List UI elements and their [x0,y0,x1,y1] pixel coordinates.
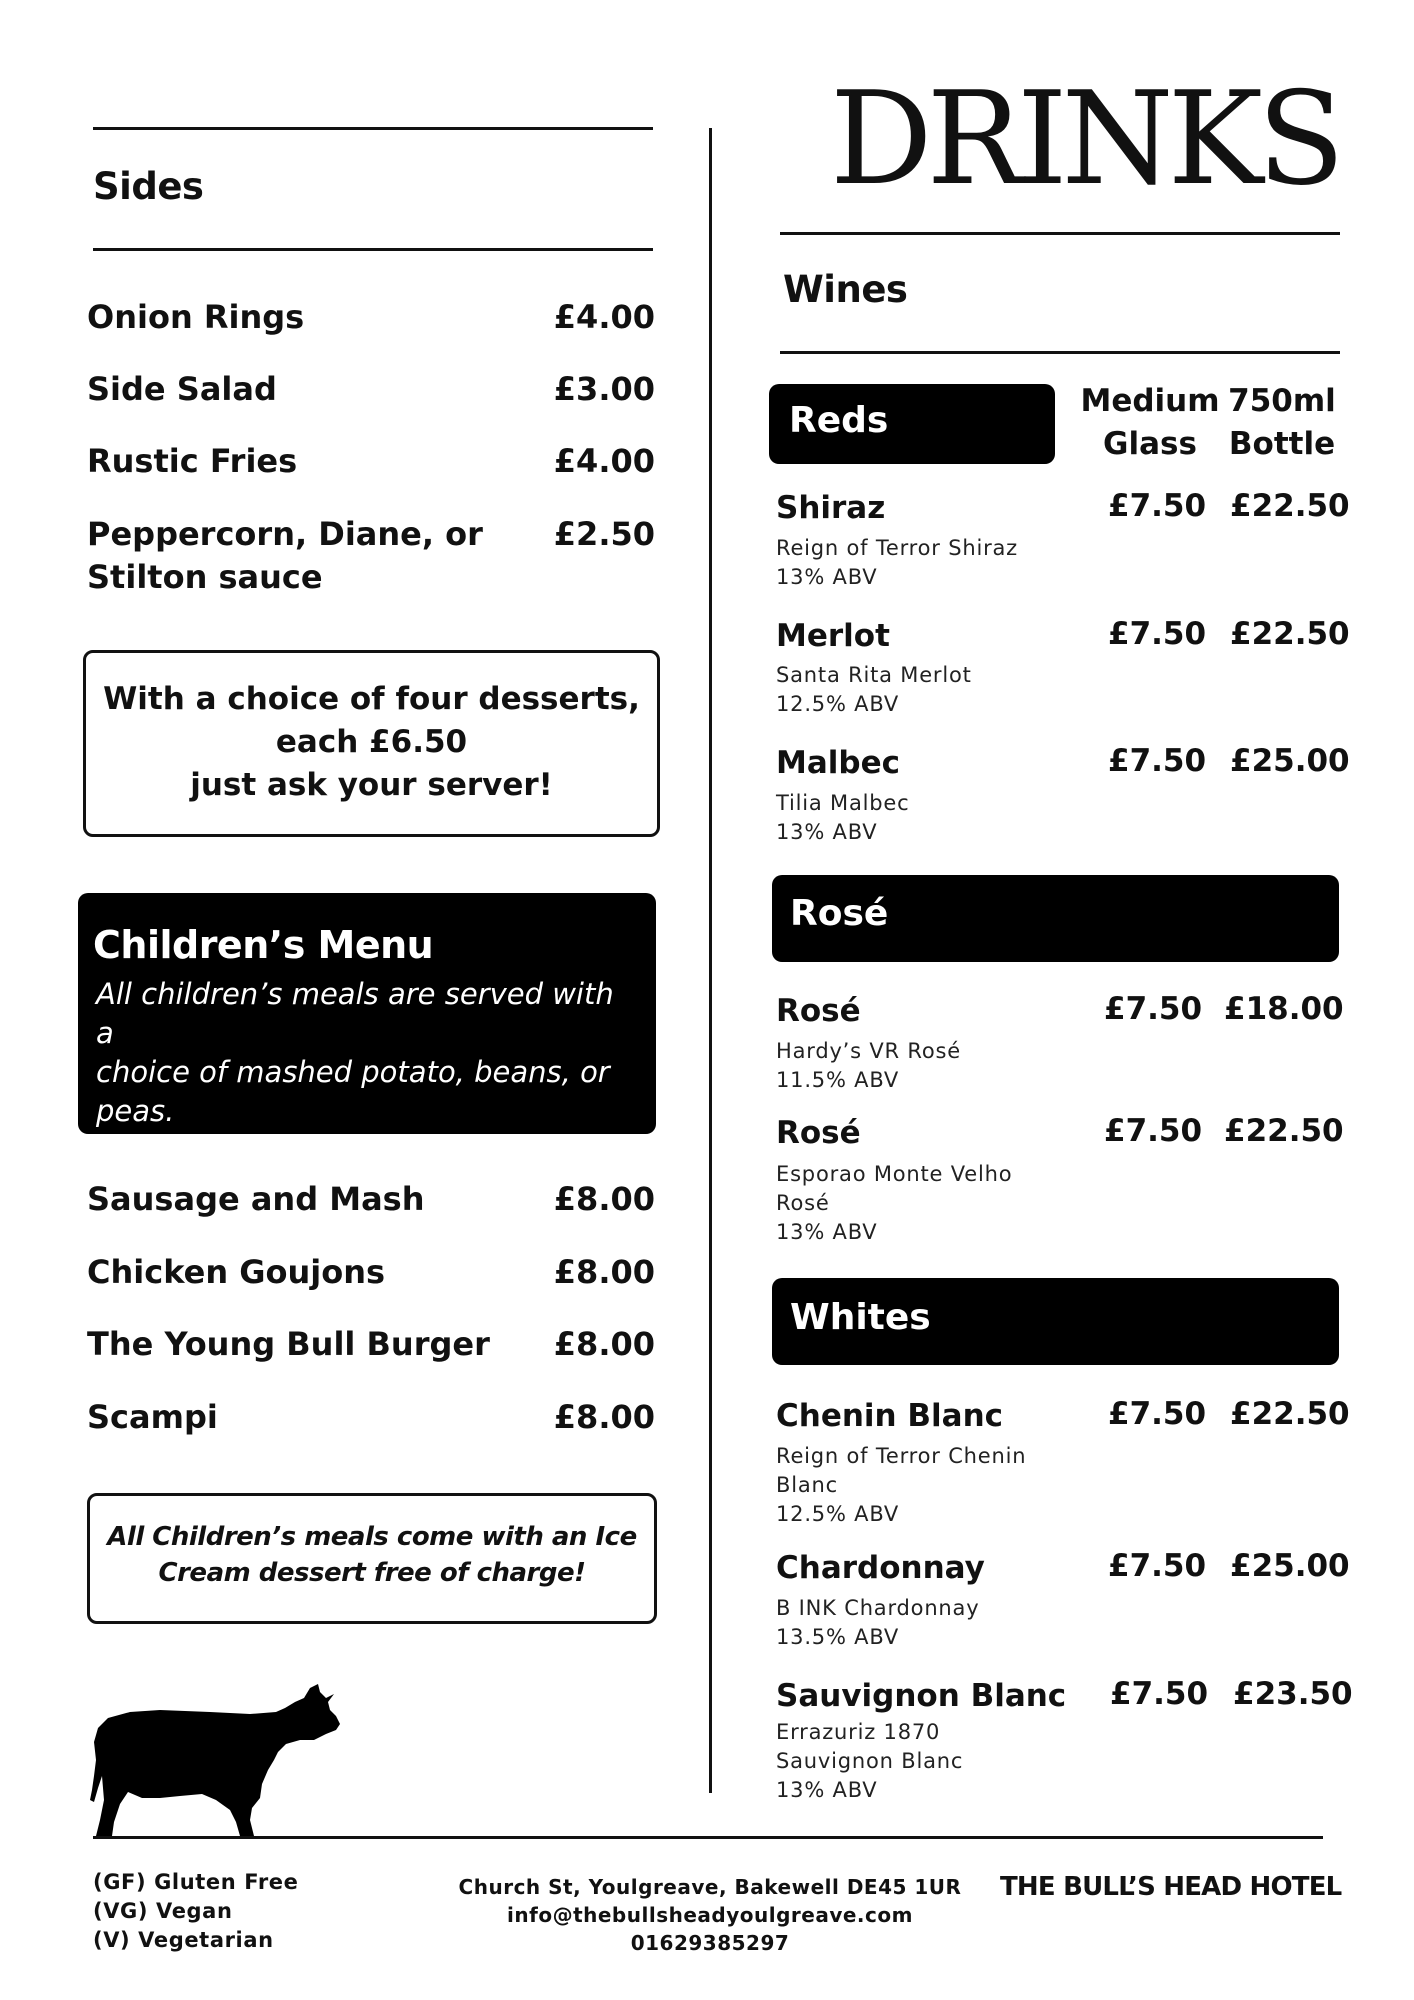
wines-bottom-rule [780,351,1340,354]
wine-abv: 11.5% ABV [776,1068,900,1092]
sides-top-rule [93,127,653,130]
wine-bottle-price: £22.50 [1230,488,1350,524]
wine-desc [776,789,909,847]
childrens-item-price: £8.00 [553,1325,655,1363]
childrens-item-name: Scampi [87,1398,218,1436]
wine-abv: 13% ABV [776,1220,878,1244]
icecream-note-line: All Children’s meals come with an Ice [107,1522,637,1552]
column-header-bottle [1222,380,1342,466]
address: Church St, Youlgreave, Bakewell DE45 1UR [458,1875,962,1899]
brand-name: THE BULL’S HEAD HOTEL [1000,1872,1342,1902]
email-link[interactable]: info@thebullsheadyoulgreave.com [507,1903,913,1927]
side-item-price: £3.00 [553,370,655,408]
childrens-menu-header [78,893,656,1134]
rose-header [772,875,1339,962]
wine-desc [776,1442,1026,1529]
wine-glass-price: £7.50 [1108,743,1207,779]
wine-bottle-price: £25.00 [1230,743,1350,779]
side-item-name: Side Salad [87,370,277,408]
childrens-item-name: The Young Bull Burger [87,1325,490,1363]
dietary-legend [93,1868,298,1955]
wine-desc-line: Reign of Terror Chenin [776,1444,1027,1468]
legend-gluten-free: (GF) Gluten Free [93,1870,299,1894]
icecream-note-line: Cream dessert free of charge! [158,1558,586,1588]
sides-bottom-rule [93,248,653,251]
wines-title: Wines [783,268,908,311]
childrens-icecream-note [90,1496,654,1591]
column-header-bottle-line: Bottle [1228,426,1336,462]
sides-title: Sides [93,165,204,208]
childrens-icecream-note-box [87,1493,657,1624]
wine-desc-line: Reign of Terror Shiraz [776,536,1019,560]
drinks-title: DRINKS [830,65,1339,214]
side-item-name: Rustic Fries [87,442,298,480]
legend-vegan: (VG) Vegan [93,1899,233,1923]
wine-desc [776,1594,979,1652]
childrens-item-name: Sausage and Mash [87,1180,425,1218]
desserts-note-line: each £6.50 [275,724,468,760]
wine-glass-price: £7.50 [1104,1113,1203,1149]
footer-rule [93,1836,1323,1839]
wine-glass-price: £7.50 [1110,1676,1209,1712]
wine-name: Rosé [776,1115,861,1151]
side-item-name: Peppercorn, Diane, or [87,515,483,553]
childrens-item-price: £8.00 [553,1253,655,1291]
contact-info [440,1873,980,1957]
wine-glass-price: £7.50 [1108,616,1207,652]
column-header-bottle-line: 750ml [1228,383,1336,419]
reds-header [769,384,1055,464]
childrens-menu-desc [93,975,638,1131]
wine-desc [776,1037,961,1095]
wine-desc-line: Hardy’s VR Rosé [776,1039,961,1063]
rose-label: Rosé [790,893,889,934]
wine-abv: 13% ABV [776,1778,878,1802]
side-item-name-cont: Stilton sauce [87,558,323,596]
wine-name: Rosé [776,993,861,1029]
wine-bottle-price: £22.50 [1230,616,1350,652]
wine-bottle-price: £22.50 [1224,1113,1344,1149]
wine-abv: 13% ABV [776,820,878,844]
wine-glass-price: £7.50 [1108,1396,1207,1432]
wine-abv: 12.5% ABV [776,692,900,716]
whites-label: Whites [790,1297,931,1338]
wine-glass-price: £7.50 [1108,1548,1207,1584]
column-divider [709,128,712,1793]
column-header-glass-line: Medium [1080,383,1220,419]
desserts-note-line: With a choice of four desserts, [103,681,640,717]
childrens-item-price: £8.00 [553,1180,655,1218]
wine-glass-price: £7.50 [1104,991,1203,1027]
wine-abv: 13% ABV [776,565,878,589]
desserts-note-box [83,650,660,837]
whites-header [772,1278,1339,1365]
wines-top-rule [780,232,1340,235]
desserts-note [86,653,657,807]
childrens-item-price: £8.00 [553,1398,655,1436]
side-item-name: Onion Rings [87,298,305,336]
childrens-desc-line: peas. [96,1094,175,1128]
childrens-desc-line: choice of mashed potato, beans, or [96,1055,610,1089]
wine-desc-line: B INK Chardonnay [776,1596,980,1620]
phone-number[interactable]: 01629385297 [630,1931,790,1955]
side-item-price: £2.50 [553,515,655,553]
wine-desc [776,534,1018,592]
wine-name: Shiraz [776,490,886,526]
side-item-price: £4.00 [553,442,655,480]
column-header-glass-line: Glass [1103,426,1197,462]
desserts-note-line: just ask your server! [190,767,553,803]
side-item-price: £4.00 [553,298,655,336]
wine-desc-line: Rosé [776,1191,830,1215]
legend-vegetarian: (V) Vegetarian [93,1928,274,1952]
wine-glass-price: £7.50 [1108,488,1207,524]
wine-desc-line: Tilia Malbec [776,791,910,815]
wine-abv: 12.5% ABV [776,1502,900,1526]
wine-bottle-price: £23.50 [1233,1676,1353,1712]
wine-name: Chardonnay [776,1550,985,1586]
wine-bottle-price: £18.00 [1224,991,1344,1027]
wine-name: Sauvignon Blanc [776,1678,1067,1714]
wine-desc-line: Errazuriz 1870 [776,1720,941,1744]
bull-icon [90,1680,350,1840]
wine-abv: 13.5% ABV [776,1625,900,1649]
wine-desc-line: Sauvignon Blanc [776,1749,964,1773]
childrens-desc-line: All children’s meals are served with a [96,977,614,1050]
wine-desc [776,1718,963,1805]
wine-desc [776,1160,1012,1247]
column-header-glass [1080,380,1220,466]
wine-name: Merlot [776,618,890,654]
wine-desc-line: Esporao Monte Velho [776,1162,1013,1186]
wine-name: Chenin Blanc [776,1398,1004,1434]
wine-desc [776,661,972,719]
wine-bottle-price: £25.00 [1230,1548,1350,1584]
childrens-menu-title: Children’s Menu [93,923,434,967]
wine-name: Malbec [776,745,900,781]
reds-label: Reds [789,400,889,441]
childrens-item-name: Chicken Goujons [87,1253,386,1291]
wine-desc-line: Blanc [776,1473,838,1497]
wine-bottle-price: £22.50 [1230,1396,1350,1432]
wine-desc-line: Santa Rita Merlot [776,663,972,687]
